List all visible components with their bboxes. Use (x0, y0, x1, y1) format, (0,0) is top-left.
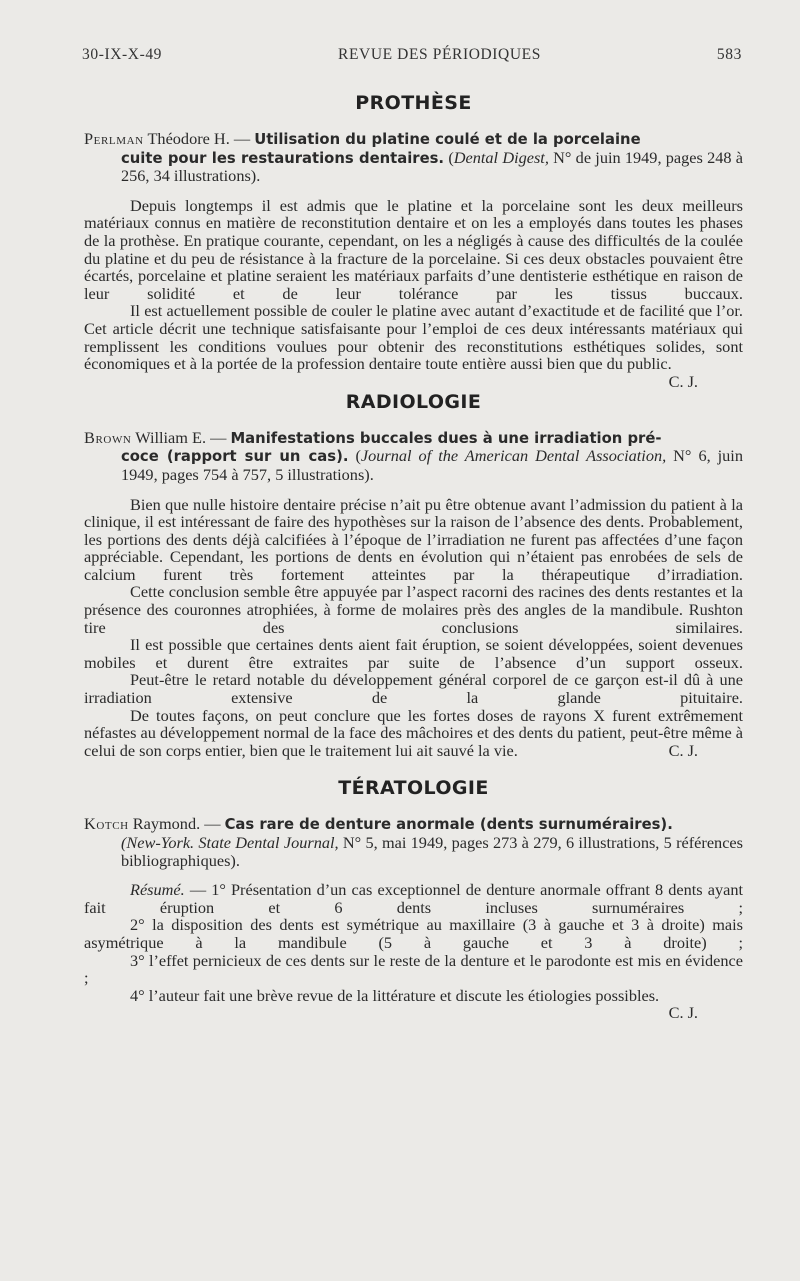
running-header (82, 46, 742, 64)
ref-paren: ( (348, 446, 361, 466)
section-prothese (84, 92, 744, 391)
body-paragraph: Peut-être le retard notable du développement général corporel de ce garçon est-il dû à une irradiation extensive de la glande pituitaire. (84, 670, 743, 708)
section-heading: TÉRATOLOGIE (338, 777, 489, 800)
bibliographic-reference (84, 130, 743, 185)
paragraph-text: 4° l’auteur fait une brève revue de la littérature et discute les étiologies possibles. (130, 985, 660, 1005)
paragraph-text: De toutes façons, on peut conclure que les fortes doses de rayons X furent extrêmement néfastes au développement normal de la face des mâchoires et des dents du patient, peut-être même à celui de son corps entier, bien que le traitement lui ait sauvé la vie. (84, 705, 743, 760)
section-heading: PROTHÈSE (355, 92, 472, 114)
section-heading: RADIOLOGIE (345, 390, 482, 413)
body-paragraph: Cette conclusion semble être appuyée par l’aspect racorni des racines des dents restantes et la présence des couronnes atrophiées, à forme de molaires près des angles de la mandibule. Rushton tire des conclusions similaires. (84, 582, 743, 637)
ref-details-cont: pages 248 à 256, 34 illustrations). (121, 147, 744, 186)
bibliographic-reference (84, 815, 743, 869)
article-title-cont: coce (rapport sur un cas). (121, 448, 349, 466)
header-date: 30-IX-X-49 (82, 46, 163, 63)
article-title: Manifestations buccales dues à une irradiation pré- (230, 429, 662, 447)
journal-name: Journal of the American Dental Association, (360, 446, 667, 466)
section-radiologie (84, 391, 743, 760)
author-first-name: Théodore H. — (143, 129, 255, 148)
bibliographic-reference (84, 429, 743, 484)
body-paragraph (84, 707, 743, 760)
article-title-cont: cuite pour les restaurations dentaires. (121, 149, 445, 167)
article-title: Utilisation du platine coulé et de la porcelaine (254, 131, 641, 148)
body-paragraph (84, 301, 743, 391)
body-paragraph (84, 985, 743, 1023)
paragraph-text: Il est actuellement possible de couler le platine avec autant d’exactitude et de facilité que l’or. Cet article décrit une technique satisfaisante pour l’emploi de ces deux intéressants matériaux qui remplissent les conditions voulues pour obtenir des reconstitutions esthétiques solides, sont économiques et à la portée de la profession dentaire toute entière aussi bien que du public. (84, 301, 743, 374)
header-journal-title: REVUE DES PÉRIODIQUES (338, 46, 541, 63)
reviewer-signature: C. J. (668, 1003, 698, 1023)
journal-name: (New-York. State Dental Journal, (121, 833, 339, 852)
page-content (84, 92, 743, 1022)
ref-paren: ( (444, 147, 454, 167)
body-paragraph (84, 881, 743, 916)
article-title: Cas rare de denture anormale (dents surnuméraires). (224, 816, 673, 834)
body-paragraph: 3° l’effet pernicieux de ces dents sur le reste de la denture et le parodonte est mis en évidence ; (84, 950, 743, 988)
page-number: 583 (716, 46, 742, 63)
reviewer-signature: C. J. (668, 740, 698, 760)
resume-label: Résumé. (130, 880, 185, 900)
reviewer-signature: C. J. (668, 371, 698, 391)
author-first-name: William E. — (131, 427, 231, 447)
body-paragraph: Il est possible que certaines dents aient fait éruption, se soient développées, soient devenues mobiles et durent être extraites par suite de l’absence d’un support osseux. (84, 635, 743, 672)
ref-details: N° de juin 1949, (548, 147, 662, 167)
body-paragraph: Depuis longtemps il est admis que le platine et la porcelaine sont les deux meilleurs matériaux connus en matière de reconstitution dentaire et on les a employés dans toutes les phases de la prothèse. En pratique courante, cependant, on les a négligés à cause des difficultés de la coulée du platine et du peu de résistance à la fracture de la porcelaine. Si ces deux obstacles pouvaient être écartés, porcelaine et platine seraient les matériaux parfaits d’une dentisterie esthétique en raison de leur solidité et de leur tolérance par les tissus buccaux. (84, 195, 743, 303)
paragraph-text: — 1° Présentation d’un cas exceptionnel de denture anormale offrant 8 dents ayant fait éruption et 6 dents incluses surnuméraires ; (84, 880, 743, 917)
author-surname: Brown (84, 427, 132, 447)
section-teratologie (84, 777, 743, 1023)
body-paragraph: 2° la disposition des dents est symétrique au maxillaire (3 à gauche et 3 à droite) mais asymétrique à la mandibule (5 à gauche et 3 à droite) ; (84, 915, 743, 952)
journal-name: Dental Digest, (453, 147, 549, 167)
ref-details: N° 5, mai 1949, pages 273 à 279, 6 illustrations, 5 références bibliographiques). (121, 833, 743, 870)
ref-details: N° 6, juin 1949, pages 754 à 757, 5 illustrations). (121, 446, 743, 484)
author-surname: Kotch (84, 814, 129, 834)
body-paragraph: Bien que nulle histoire dentaire précise n’ait pu être obtenue avant l’admission du patient à la clinique, il est intéressant de faire des hypothèses sur la raison de l’absence des dents. Probablement, les portions des dents déjà calcifiées à l’époque de l’irradiation ne furent pas affectées d’une façon appréciable. Cependant, les portions de dents en évolution qui n’étaient pas enrobées de sels de calcium furent très fortement atteintes par la thérapeutique d’irradiation. (84, 494, 743, 584)
author-surname: Perlman (84, 129, 144, 148)
author-first-name: Raymond. — (128, 814, 225, 834)
